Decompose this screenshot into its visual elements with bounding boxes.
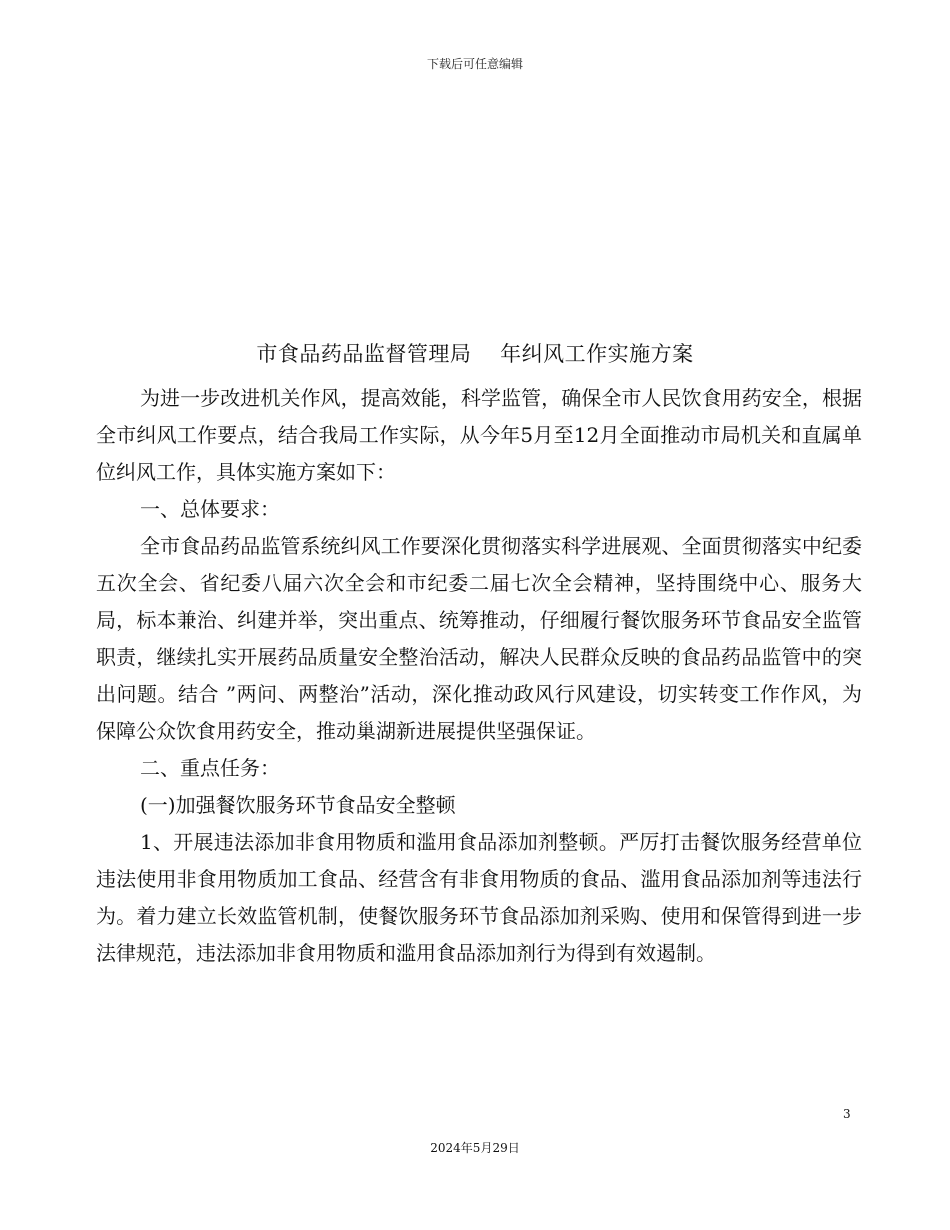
page-number: 3: [843, 1107, 851, 1121]
header-note: 下载后可任意编辑: [426, 57, 523, 71]
heading-general-requirements: 一、总体要求：: [140, 497, 280, 521]
document-body: [96, 380, 862, 972]
footer-date: 2024年5月29日: [430, 1141, 520, 1155]
subheading-catering-safety: (一)加强餐饮服务环节食品安全整顿: [140, 793, 456, 817]
paragraph-general-requirements: 全市食品药品监管系统纠风工作要深化贯彻落实科学进展观、全面贯彻落实中纪委五次全会、省纪委八届六次全会和市纪委二届七次全会精神，坚持围绕中心、服务大局，标本兼治、纠建并举，突出重点、统筹推动，仔细履行餐饮服务环节食品安全监管职责，继续扎实开展药品质量安全整治活动，解决人民群众反映的食品药品监管中的突出问题。结合 ”两问、两整治”活动，深化推动政风行风建设，切实转变工作作风，为保障公众饮食用药安全，推动巢湖新进展提供坚强保证。: [96, 534, 862, 743]
document-title: 市食品药品监督管理局 年纠风工作实施方案: [256, 342, 694, 366]
paragraph-intro: 为进一步改进机关作风，提高效能，科学监管，确保全市人民饮食用药安全，根据全市纠风工作要点，结合我局工作实际，从今年5月至12月全面推动市局机关和直属单位纠风工作，具体实施方案如下：: [96, 386, 862, 484]
heading-key-tasks: 二、重点任务：: [140, 756, 280, 780]
paragraph-additive-rectification: 1、开展违法添加非食用物质和滥用食品添加剂整顿。严厉打击餐饮服务经营单位违法使用非食用物质加工食品、经营含有非食用物质的食品、滥用食品添加剂等违法行为。着力建立长效监管机制，使餐饮服务环节食品添加剂采购、使用和保管得到进一步法律规范，违法添加非食用物质和滥用食品添加剂行为得到有效遏制。: [96, 830, 862, 965]
